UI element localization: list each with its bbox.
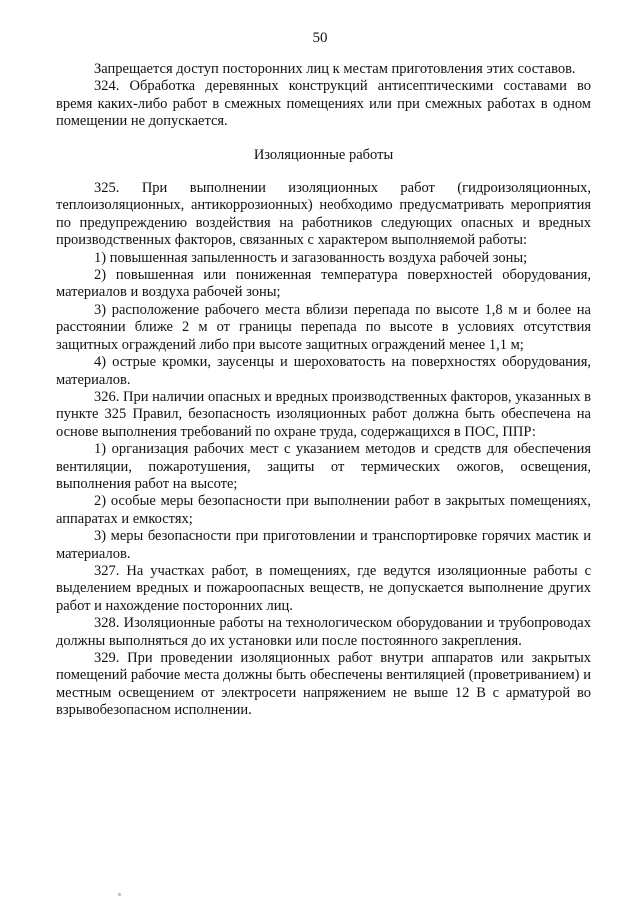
list-item-325-3: 3) расположение рабочего места вблизи перепада по высоте 1,8 м и более на расстоянии ближе 2 м от границы перепада по высоте в условиях отсутствия защитных ограждений либо при высоте защитных ограждений менее 1,1 м; bbox=[56, 301, 591, 353]
list-item-325-2: 2) повышенная или пониженная температура поверхностей оборудования, материалов и воздуха рабочей зоны; bbox=[56, 267, 591, 301]
list-item-326-1: 1) организация рабочих мест с указанием методов и средств для обеспечения вентиляции, пожаротушения, защиты от термических ожогов, освещения, выполнения работ на высоте; bbox=[56, 441, 591, 492]
paragraph-324: 324. Обработка деревянных конструкций антисептическими составами во время каких-либо работ в смежных помещениях или при смежных работах в одном помещении не допускается. bbox=[56, 78, 591, 130]
paragraph-326: 326. При наличии опасных и вредных производственных факторов, указанных в пункте 325 Правил, безопасность изоляционных работ должна быть обеспечена на основе выполнения требований по охране труда, содержащихся в ПОС, ППР: bbox=[56, 388, 591, 440]
list-item-326-2: 2) особые меры безопасности при выполнении работ в закрытых помещениях, аппаратах и емкостях; bbox=[56, 493, 591, 527]
list-item-325-4: 4) острые кромки, заусенцы и шероховатость на поверхностях оборудования, материалов. bbox=[56, 354, 591, 388]
spacer bbox=[56, 164, 591, 180]
scan-speck bbox=[118, 893, 121, 896]
paragraph-329: 329. При проведении изоляционных работ внутри аппаратов или закрытых помещений рабочие места должны быть обеспечены вентиляцией (проветриванием) и местным освещением от электросети напряжением не выше 12 В с арматурой во взрывобезопасном исполнении. bbox=[56, 650, 591, 719]
document-body bbox=[56, 61, 591, 720]
paragraph-327: 327. На участках работ, в помещениях, где ведутся изоляционные работы с выделением вредных и пожароопасных веществ, не допускается выполнение других работ и нахождение посторонних лиц. bbox=[56, 562, 591, 614]
paragraph-325: 325. При выполнении изоляционных работ (гидроизоляционных, теплоизоляционных, антикоррозионных) необходимо предусматривать мероприятия по предупреждению воздействия на работников следующих опасных и вредных производственных факторов, связанных с характером выполняемой работы: bbox=[56, 180, 591, 249]
list-item-326-3: 3) меры безопасности при приготовлении и транспортировке горячих мастик и материалов. bbox=[56, 528, 591, 562]
page-number: 50 bbox=[312, 30, 328, 46]
paragraph-intro: Запрещается доступ посторонних лиц к местам приготовления этих составов. bbox=[94, 61, 576, 77]
list-item-325-1: 1) повышенная запыленность и загазованность воздуха рабочей зоны; bbox=[94, 249, 528, 266]
spacer bbox=[56, 131, 591, 147]
section-heading: Изоляционные работы bbox=[253, 146, 394, 163]
paragraph-328: 328. Изоляционные работы на технологическом оборудовании и трубопроводах должны выполняться до их установки или после постоянного закрепления. bbox=[56, 615, 591, 649]
